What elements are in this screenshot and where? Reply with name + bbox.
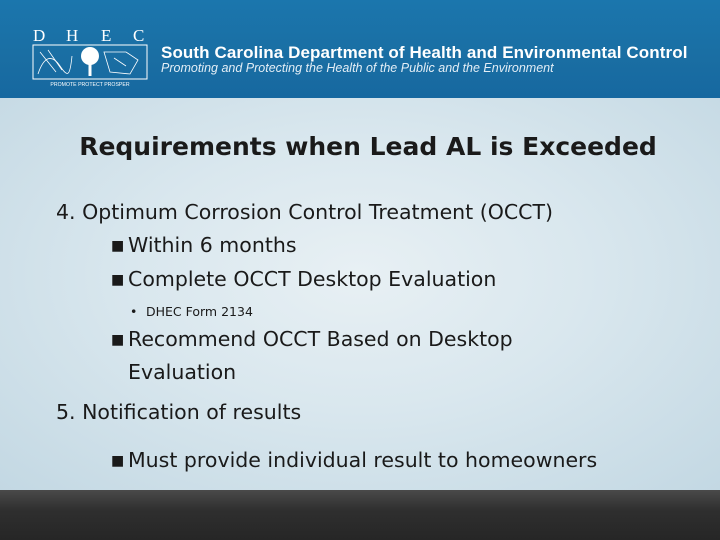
logo-letter-c: C (133, 26, 145, 45)
logo-letter-e: E (101, 26, 112, 45)
sub-bullet-desktop-evaluation (111, 267, 496, 291)
organization-name: South Carolina Department of Health and Environmental Control (161, 43, 688, 62)
logo-subtext: PROMOTE PROTECT PROSPER (50, 82, 130, 88)
slide-title: Requirements when Lead AL is Exceeded (79, 132, 657, 161)
palmetto-tree-icon (81, 47, 99, 76)
sub-bullet-text: Within 6 months (128, 233, 297, 257)
sub-bullet-homeowners (111, 448, 597, 472)
list-item-4: 4. Optimum Corrosion Control Treatment (OCCT) (56, 200, 554, 224)
list-item-5: 5. Notification of results (56, 400, 302, 424)
square-bullet-icon: ■ (111, 272, 125, 288)
logo-letter-h: H (66, 26, 79, 45)
sub-bullet-continuation: Evaluation (128, 360, 237, 384)
detail-bullet-text: DHEC Form 2134 (146, 304, 253, 319)
dot-bullet-icon: • (130, 304, 138, 319)
organization-tagline: Promoting and Protecting the Health of the Public and the Environment (161, 61, 554, 75)
sub-bullet-within-6-months (111, 233, 297, 257)
dhec-logo (30, 26, 150, 88)
square-bullet-icon: ■ (111, 332, 125, 348)
logo-letter-d: D (33, 26, 46, 45)
square-bullet-icon: ■ (111, 238, 125, 254)
header-banner (0, 0, 720, 98)
sub-bullet-text: Complete OCCT Desktop Evaluation (128, 267, 497, 291)
square-bullet-icon: ■ (111, 453, 125, 469)
footer-bar (0, 490, 720, 540)
detail-bullet-form (130, 304, 253, 319)
sub-bullet-text: Must provide individual result to homeowners (128, 448, 598, 472)
sub-bullet-text: Recommend OCCT Based on Desktop (128, 327, 513, 351)
sub-bullet-recommend-occt (111, 327, 513, 351)
